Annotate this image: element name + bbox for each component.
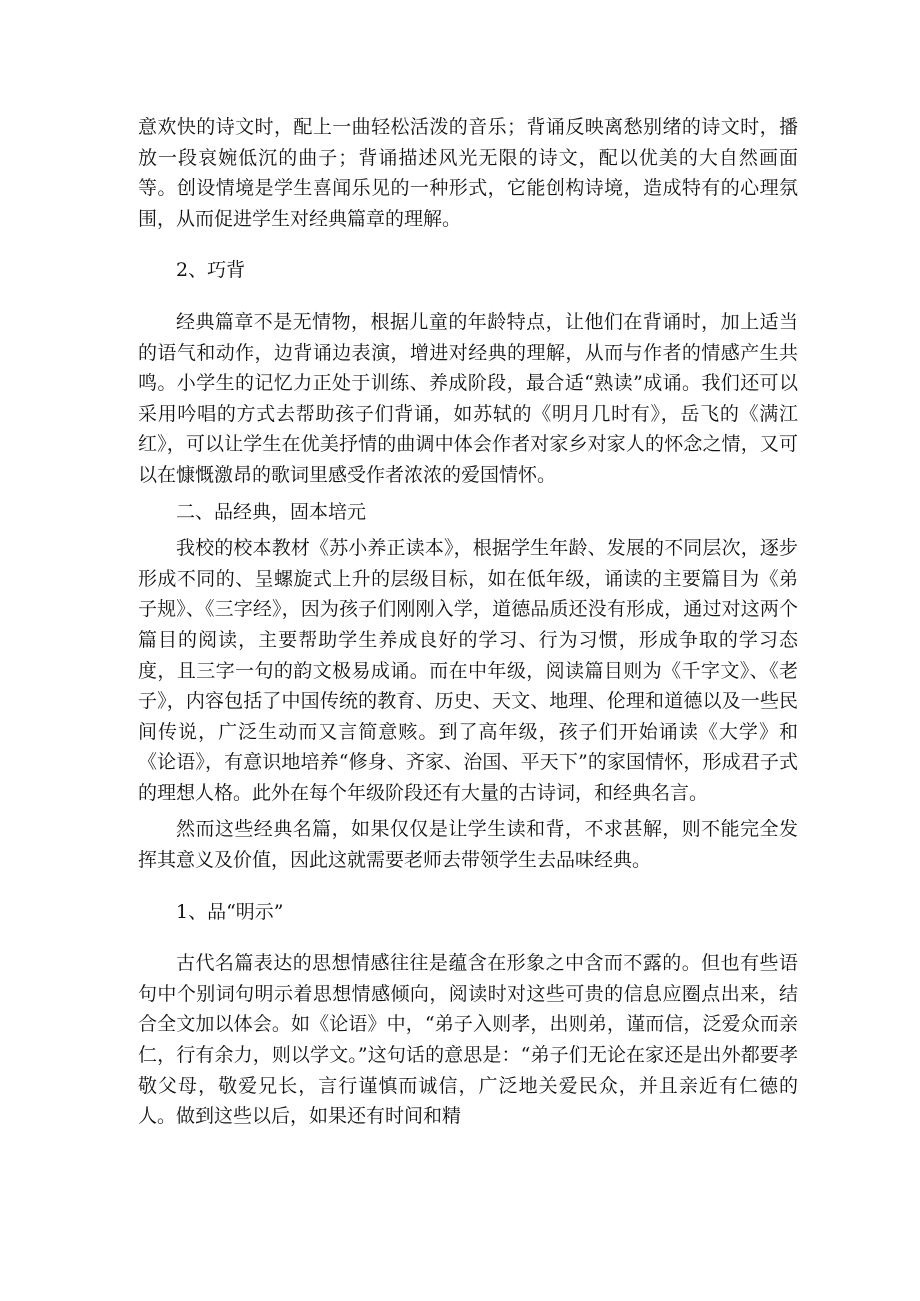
heading-clever-recitation: 2、巧背: [176, 259, 246, 282]
paragraph-explicit-meaning: 古代名篇表达的思想情感往往是蕴含在形象之中含而不露的。但也有些语句中个别词句明示着思想情感倾向，阅读时对这些可贵的信息应圈点出来，结合全文加以体会。如《论语》中，“弟子入则孝，出则弟，谨而信，泛爱众而亲仁，行有余力，则以学文。”这句话的意思是：“弟子们无论在家还是出外都要孝敬父母，敬爱兄长，言行谨慎而诚信，广泛地关爱民众，并且亲近有仁德的人。做到这些以后，如果还有时间和精: [138, 952, 798, 1128]
paragraph-school-textbook: 我校的校本教材《苏小养正读本》，根据学生年龄、发展的不同层次，逐步形成不同的、呈螺旋式上升的层级目标，如在低年级，诵读的主要篇目为《弟子规》、《三字经》，因为孩子们刚刚入学，道德品质还没有形成，通过对这两个篇目的阅读，主要帮助学生养成良好的学习、行为习惯，形成争取的学习态度，且三字一句的韵文极易成诵。而在中年级，阅读篇目则为《千字文》、《老子》，内容包括了中国传统的教育、历史、天文、地理、伦理和道德以及一些民间传说，广泛生动而又言简意赅。到了高年级，孩子们开始诵读《大学》和《论语》，有意识地培养“修身、齐家、治国、平天下”的家国情怀，形成君子式的理想人格。此外在每个年级阶段还有大量的古诗词，和经典名言。: [138, 537, 798, 804]
paragraph-need-teachers: 然而这些经典名篇，如果仅仅是让学生读和背，不求甚解，则不能完全发挥其意义及价值，因此这就需要老师去带领学生去品味经典。: [138, 818, 798, 872]
heading-explicit-meaning: 1、品“明示”: [176, 900, 284, 923]
document-page: [138, 112, 798, 1132]
heading-savor-classics: 二、品经典，固本培元: [176, 500, 367, 523]
paragraph-situational-recitation: 意欢快的诗文时，配上一曲轻松活泼的音乐；背诵反映离愁别绪的诗文时，播放一段哀婉低沉的曲子；背诵描述风光无限的诗文，配以优美的大自然画面等。创设情境是学生喜闻乐见的一种形式，它能创构诗境，造成特有的心理氛围，从而促进学生对经典篇章的理解。: [138, 116, 798, 230]
paragraph-clever-recitation: 经典篇章不是无情物，根据儿童的年龄特点，让他们在背诵时，加上适当的语气和动作，边背诵边表演，增进对经典的理解，从而与作者的情感产生共鸣。小学生的记忆力正处于训练、养成阶段，最合适“熟读”成诵。我们还可以采用吟唱的方式去帮助孩子们背诵，如苏轼的《明月几时有》，岳飞的《满江红》，可以让学生在优美抒情的曲调中体会作者对家乡对家人的怀念之情，又可以在慷慨激昂的歌词里感受作者浓浓的爱国情怀。: [138, 310, 798, 486]
